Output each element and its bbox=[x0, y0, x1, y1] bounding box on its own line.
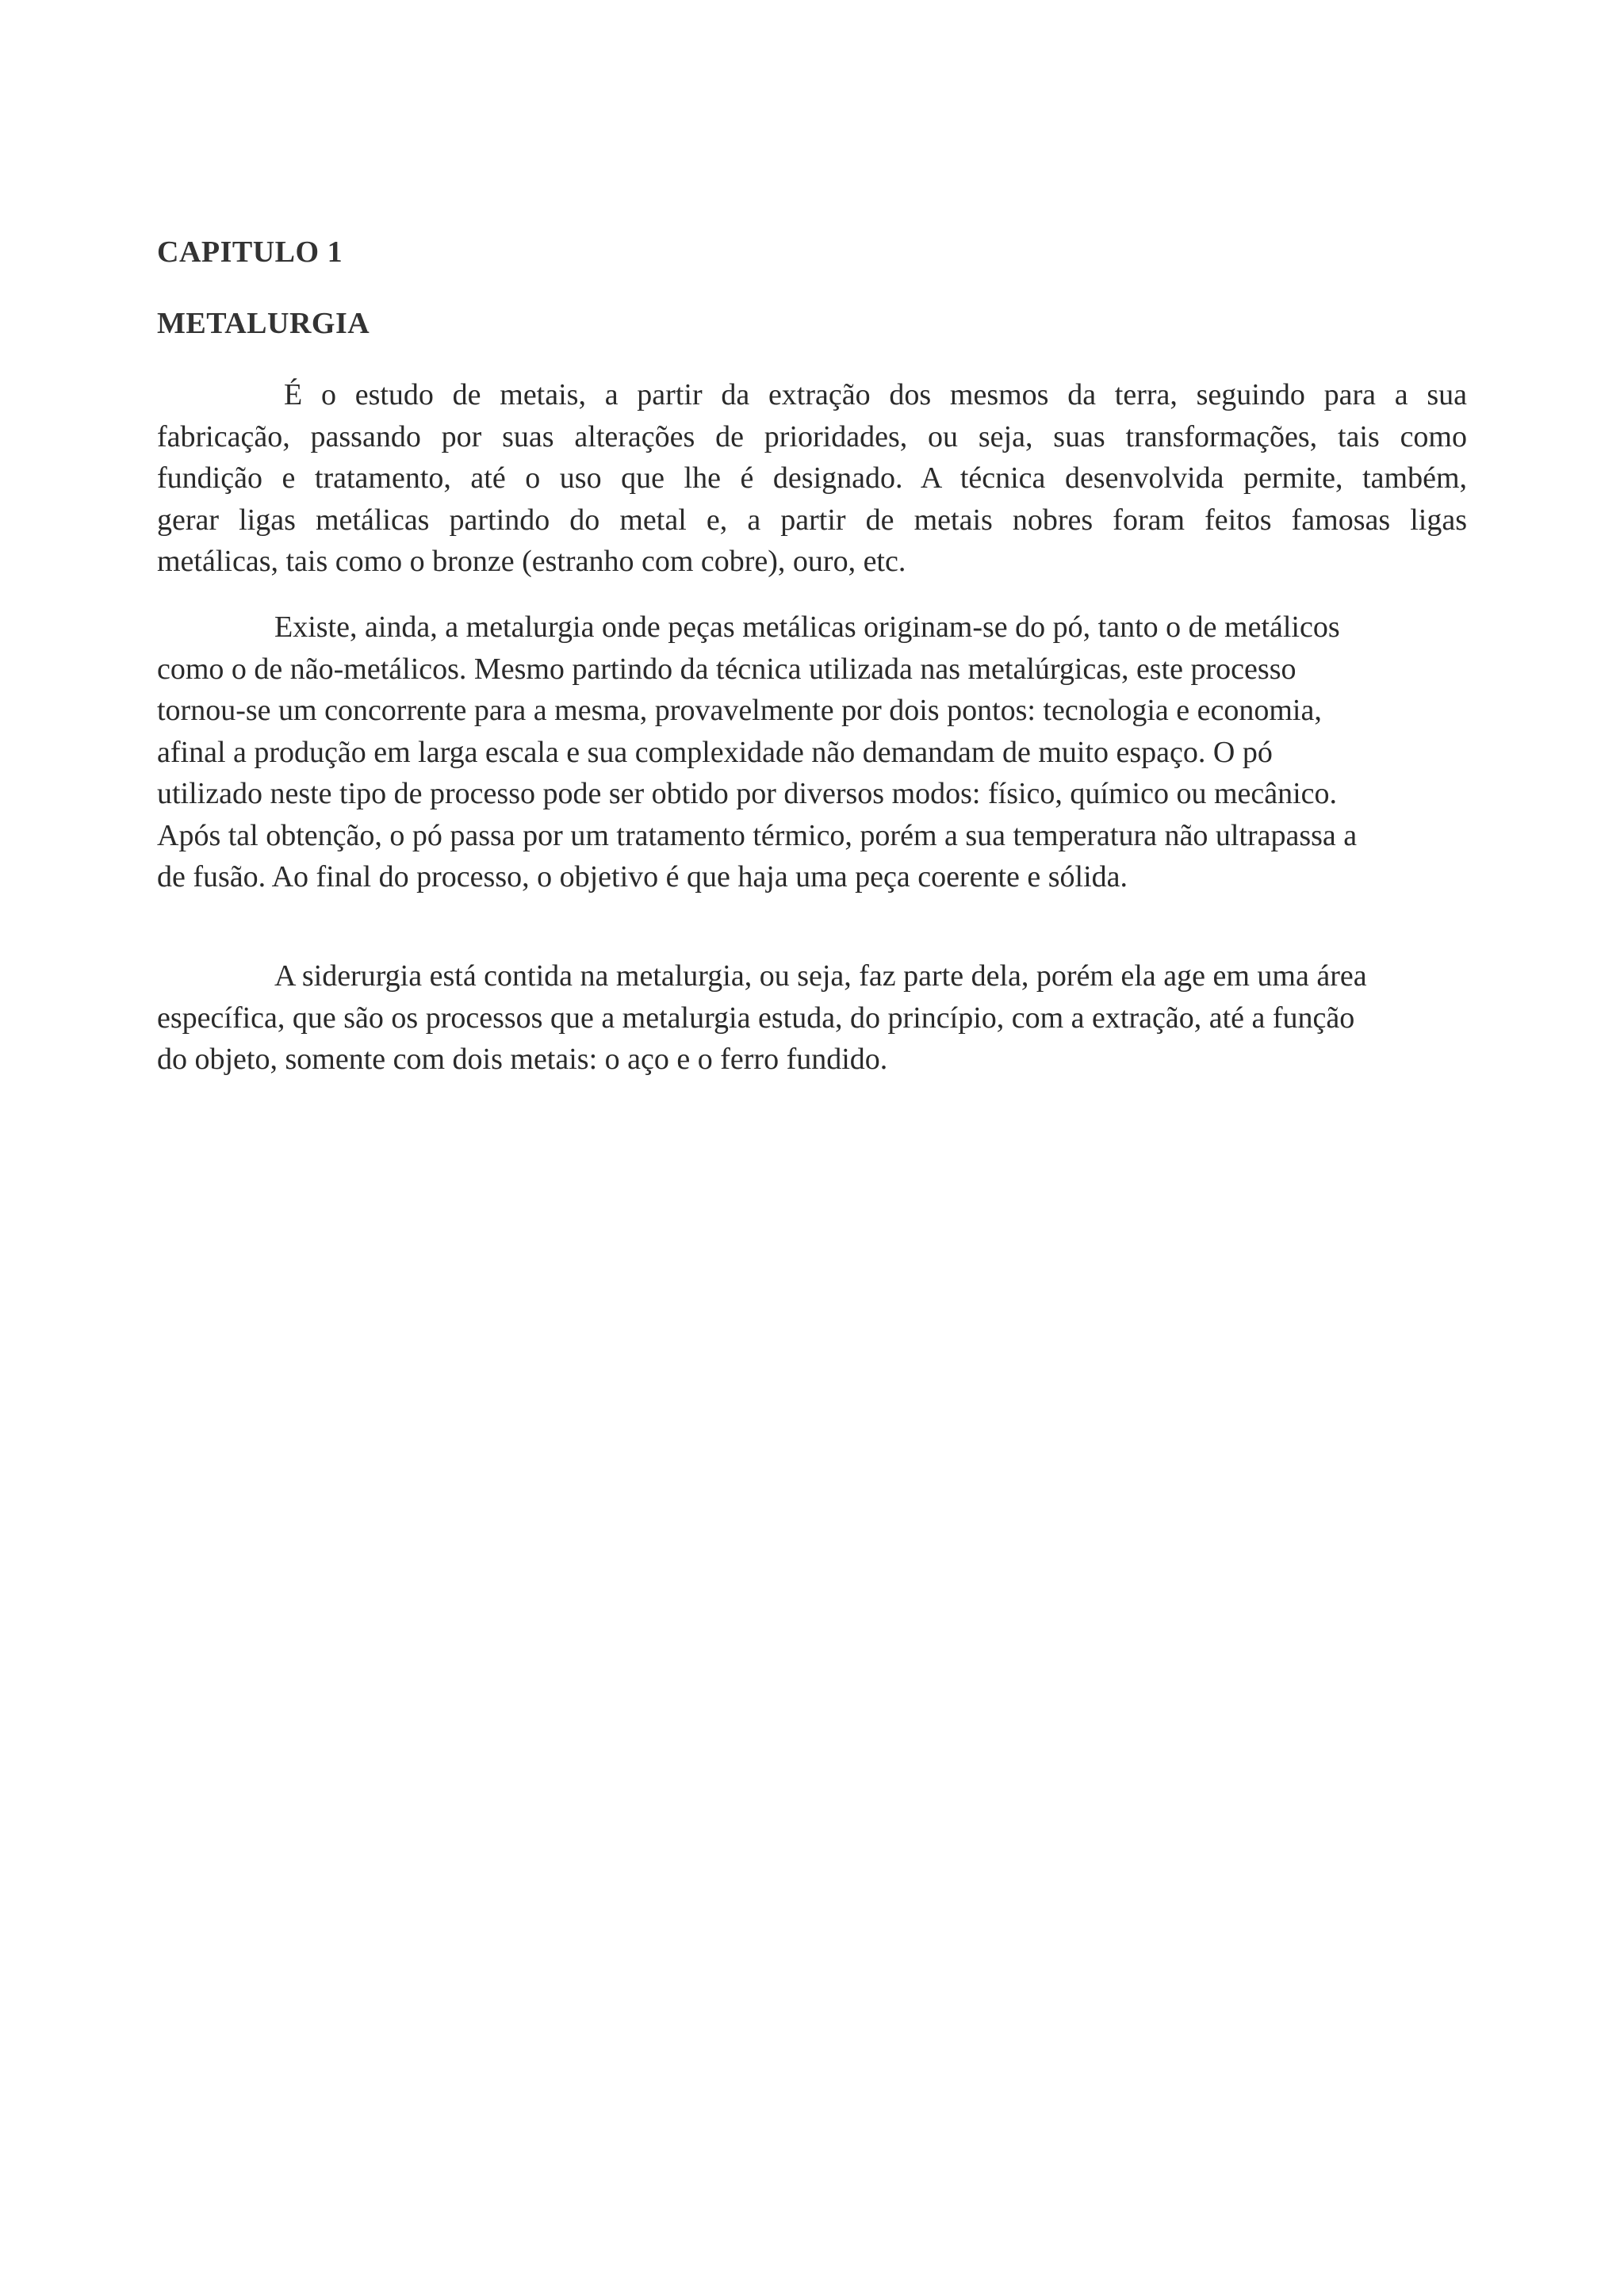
paragraph-line: tornou-se um concorrente para a mesma, provavelmente por dois pontos: tecnologia e economia, bbox=[157, 694, 1322, 727]
paragraph-line: Existe, ainda, a metalurgia onde peças metálicas originam-se do pó, tanto o de metálicos bbox=[274, 610, 1340, 644]
paragraph-line: fundição e tratamento, até o uso que lhe é designado. A técnica desenvolvida permite, também, bbox=[157, 461, 1467, 495]
paragraph-line: fabricação, passando por suas alterações de prioridades, ou seja, suas transformações, tais como bbox=[157, 419, 1467, 453]
paragraph-line: utilizado neste tipo de processo pode ser obtido por diversos modos: físico, químico ou mecânico. bbox=[157, 777, 1338, 810]
paragraph-2 bbox=[157, 607, 1467, 898]
paragraph-1 bbox=[157, 374, 1467, 583]
paragraph-line: como o de não-metálicos. Mesmo partindo da técnica utilizada nas metalúrgicas, este processo bbox=[157, 652, 1297, 686]
paragraph-line: A siderurgia está contida na metalurgia, ou seja, faz parte dela, porém ela age em uma área bbox=[274, 959, 1367, 993]
paragraph-line: afinal a produção em larga escala e sua complexidade não demandam de muito espaço. O pó bbox=[157, 735, 1273, 769]
paragraph-line: do objeto, somente com dois metais: o aço e o ferro fundido. bbox=[157, 1043, 888, 1076]
paragraph-line: gerar ligas metálicas partindo do metal e, a partir de metais nobres foram feitos famosas ligas bbox=[157, 503, 1467, 537]
paragraph-line: Após tal obtenção, o pó passa por um tratamento térmico, porém a sua temperatura não ultrapassa a bbox=[157, 818, 1358, 852]
paragraph-line: metálicas, tais como o bronze (estranho com cobre), ouro, etc. bbox=[157, 545, 906, 578]
paragraph-3 bbox=[157, 955, 1467, 1081]
chapter-heading: CAPITULO 1 bbox=[157, 235, 343, 269]
paragraph-line: de fusão. Ao final do processo, o objetivo é que haja uma peça coerente e sólida. bbox=[157, 860, 1128, 894]
section-heading: METALURGIA bbox=[157, 307, 370, 340]
paragraph-line: É o estudo de metais, a partir da extração dos mesmos da terra, seguindo para a sua bbox=[284, 378, 1467, 411]
paragraph-line: específica, que são os processos que a metalurgia estuda, do princípio, com a extração, até a função bbox=[157, 1001, 1355, 1035]
